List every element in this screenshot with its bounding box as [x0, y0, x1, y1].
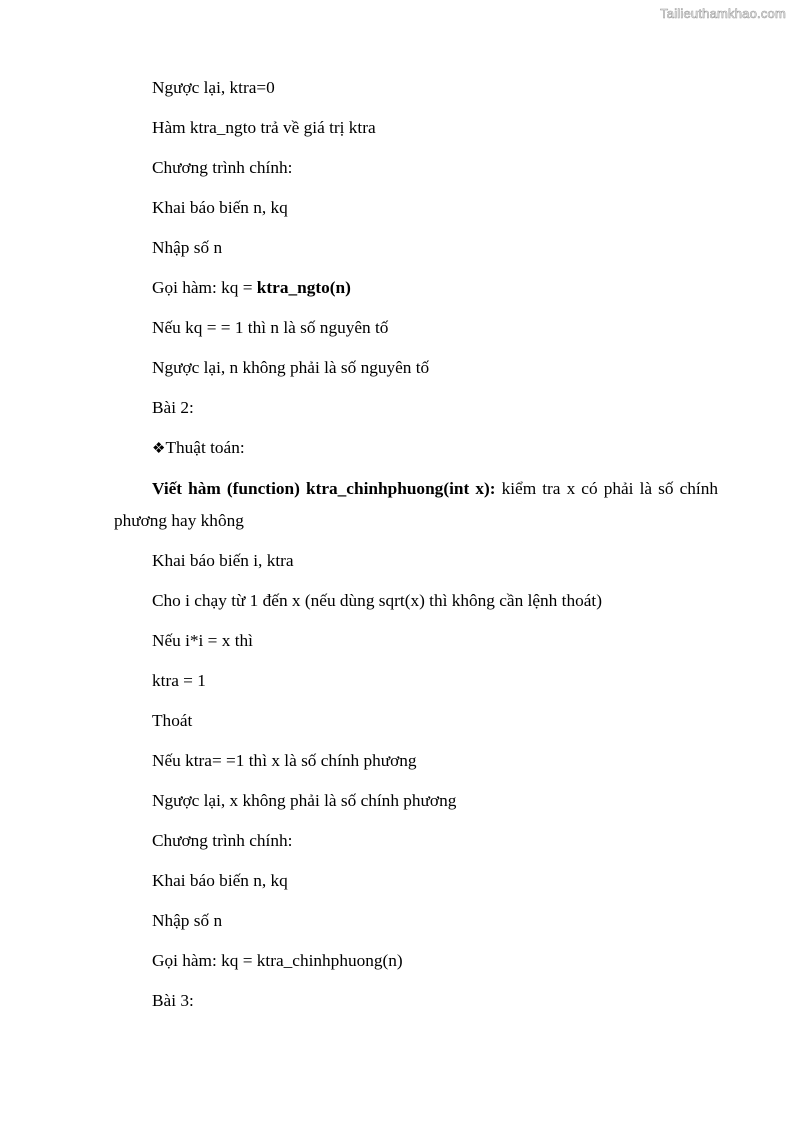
document-body: [114, 76, 718, 1029]
text-line: Gọi hàm: kq = ktra_chinhphuong(n): [152, 951, 403, 970]
text-span: Gọi hàm: kq =: [152, 278, 257, 297]
text-line: ktra = 1: [152, 671, 206, 690]
text-line: Nhập số n: [152, 911, 223, 930]
text-line: Thoát: [152, 711, 193, 730]
text-line: Khai báo biến n, kq: [152, 198, 288, 217]
function-description: [114, 473, 718, 537]
algorithm-heading: [114, 436, 718, 461]
text-span: Thuật toán:: [165, 438, 245, 457]
text-line: Nhập số n: [152, 238, 223, 257]
watermark-text: Tailieuthamkhao.com: [660, 6, 786, 21]
text-line: Chương trình chính:: [152, 831, 293, 850]
function-signature-bold: Viết hàm (function) ktra_chinhphuong(int x):: [152, 479, 496, 498]
text-span: kiểm tra x có phải là số chính phương hay không: [114, 479, 718, 530]
text-line: Ngược lại, ktra=0: [152, 78, 275, 97]
section-heading-bai-2: Bài 2:: [152, 398, 194, 417]
text-line: Cho i chạy từ 1 đến x (nếu dùng sqrt(x) thì không cần lệnh thoát): [152, 591, 602, 610]
section-heading-bai-3: Bài 3:: [152, 991, 194, 1010]
text-line: Ngược lại, x không phải là số chính phương: [152, 791, 457, 810]
text-line: Khai báo biến i, ktra: [152, 551, 294, 570]
text-line-call-ktra-ngto: [114, 276, 718, 300]
text-line: Chương trình chính:: [152, 158, 293, 177]
function-call-bold: ktra_ngto(n): [256, 278, 351, 297]
text-line: Nếu i*i = x thì: [152, 631, 253, 650]
text-line: Nếu ktra= =1 thì x là số chính phương: [152, 751, 417, 770]
diamond-bullet-icon: ❖: [152, 441, 166, 457]
text-line: Khai báo biến n, kq: [152, 871, 288, 890]
text-line: Hàm ktra_ngto trả về giá trị ktra: [152, 118, 376, 137]
text-line: Nếu kq = = 1 thì n là số nguyên tố: [152, 318, 389, 337]
text-line: Ngược lại, n không phải là số nguyên tố: [152, 358, 430, 377]
